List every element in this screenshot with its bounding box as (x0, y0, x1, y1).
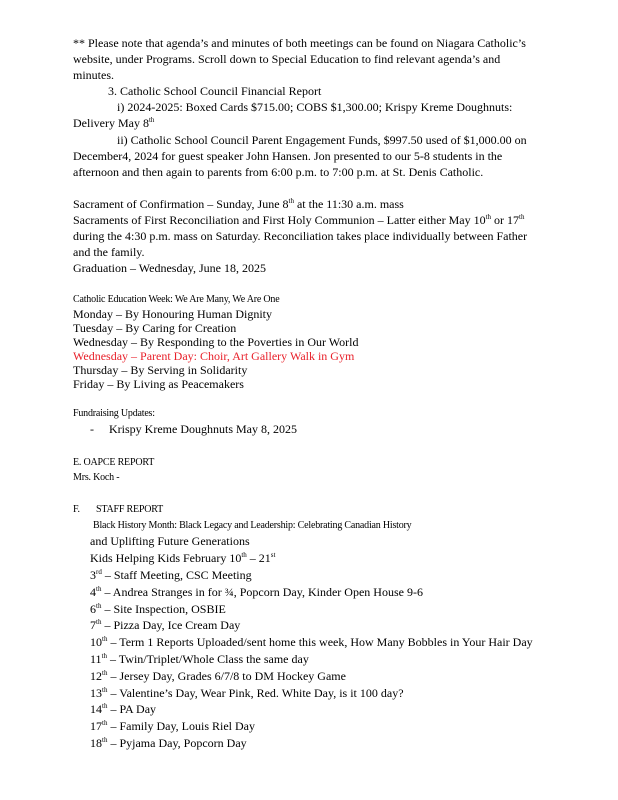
staff-item-suffix: th (101, 652, 108, 660)
staff-item-text: – Twin/Triplet/Whole Class the same day (107, 652, 309, 666)
staff-item-suffix: th (96, 584, 102, 593)
staff-item-text: – Pyjama Day, Popcorn Day (107, 736, 247, 750)
staff-item-day: 7 (90, 618, 96, 633)
staff-item-suffix: rd (96, 568, 102, 576)
staff-item-day: 11 (90, 652, 102, 666)
staff-item-text: – Valentine’s Day, Wear Pink, Red. White Day, is it 100 day? (107, 685, 404, 700)
staff-item-day: 4 (90, 584, 96, 599)
staff-item-day: 10 (90, 635, 102, 650)
staff-item-day: 13 (90, 685, 102, 700)
note-line-3: minutes. (73, 68, 114, 82)
staff-item-suffix: th (102, 685, 108, 694)
staff-item-suffix: th (102, 702, 108, 711)
staff-item (90, 701, 156, 717)
staff-item-suffix: th (96, 601, 102, 610)
staff-item-text: – Staff Meeting, CSC Meeting (101, 568, 252, 582)
education-week-thursday: Thursday – By Serving in Solidarity (73, 363, 248, 377)
staff-item-day: 3 (90, 568, 96, 582)
black-history-line-1: Black History Month: Black Legacy and Leadership: Celebrating Canadian History (93, 520, 412, 531)
kids-helping-kids-line: Kids Helping Kids February 10th – 21st (90, 551, 276, 565)
education-week-wednesday: Wednesday – By Responding to the Poverties in Our World (73, 335, 359, 349)
staff-item (90, 617, 240, 633)
staff-item (90, 718, 255, 734)
staff-item-text: – PA Day (107, 702, 157, 717)
staff-item (90, 735, 247, 751)
fundraising-item: Krispy Kreme Doughnuts May 8, 2025 (109, 422, 297, 436)
education-week-parent-day: Wednesday – Parent Day: Choir, Art Gallery Walk in Gym (73, 349, 355, 363)
staff-item (90, 584, 423, 600)
staff-item (90, 668, 346, 684)
staff-item-day: 17 (90, 719, 102, 734)
staff-item-suffix: th (102, 719, 108, 728)
financial-heading: 3. Catholic School Council Financial Report (108, 84, 322, 98)
education-week-monday: Monday – By Honouring Human Dignity (73, 307, 272, 321)
confirmation-line: Sacrament of Confirmation – Sunday, June 8th at the 11:30 a.m. mass (73, 197, 404, 211)
black-history-line-2: and Uplifting Future Generations (90, 534, 250, 548)
oapce-heading: E. OAPCE REPORT (73, 457, 155, 468)
fundraising-heading: Fundraising Updates: (73, 408, 155, 419)
financial-item-1-line-1: i) 2024-2025: Boxed Cards $715.00; COBS $1,300.00; Krispy Kreme Doughnuts: (117, 100, 513, 114)
education-week-heading: Catholic Education Week: We Are Many, We Are One (73, 294, 280, 305)
education-week-tuesday: Tuesday – By Caring for Creation (73, 321, 237, 335)
staff-item-day: 18 (90, 736, 102, 750)
financial-item-2-line-2: December4, 2024 for guest speaker John Hansen. Jon presented to our 5-8 students in the (73, 149, 503, 163)
staff-item-text: – Jersey Day, Grades 6/7/8 to DM Hockey Game (107, 668, 346, 683)
staff-item-suffix: th (102, 736, 108, 744)
reconciliation-line-3: and the family. (73, 245, 145, 259)
staff-item-day: 6 (90, 601, 96, 616)
financial-item-1-line-2: Delivery May 8th (73, 116, 155, 130)
staff-item-text: – Andrea Stranges in for ¾, Popcorn Day, Kinder Open House 9-6 (101, 584, 423, 599)
reconciliation-line-1: Sacraments of First Reconciliation and First Holy Communion – Latter either May 10th or 17th (73, 213, 525, 227)
staff-item-text: – Pizza Day, Ice Cream Day (101, 618, 241, 633)
staff-item-text: – Term 1 Reports Uploaded/sent home this week, How Many Bobbles in Your Hair Day (107, 635, 533, 650)
graduation-line: Graduation – Wednesday, June 18, 2025 (73, 261, 266, 275)
staff-item-suffix: th (102, 635, 108, 644)
note-line-2: website, under Programs. Scroll down to Special Education to find relevant agenda’s and (73, 52, 501, 66)
education-week-friday: Friday – By Living as Peacemakers (73, 377, 244, 391)
staff-item (90, 685, 404, 701)
note-line-1: ** Please note that agenda’s and minutes of both meetings can be found on Niagara Catholic’s (73, 36, 526, 50)
oapce-name: Mrs. Koch - (73, 472, 120, 483)
staff-item-suffix: th (96, 618, 102, 627)
staff-item-suffix: th (102, 668, 108, 677)
staff-letter: F. (73, 504, 80, 515)
staff-item-day: 14 (90, 702, 102, 717)
staff-item (90, 601, 226, 617)
reconciliation-line-2: during the 4:30 p.m. mass on Saturday. Reconciliation takes place individually between Father (73, 229, 528, 243)
financial-item-2-line-1: ii) Catholic School Council Parent Engagement Funds, $997.50 used of $1,000.00 on (117, 133, 527, 147)
staff-item-text: – Family Day, Louis Riel Day (107, 719, 255, 734)
staff-item (90, 634, 533, 650)
staff-item (90, 567, 252, 583)
fundraising-bullet: - (90, 422, 94, 436)
staff-heading: STAFF REPORT (96, 504, 164, 515)
financial-item-2-line-3: afternoon and then again to parents from 6:00 p.m. to 7:00 p.m. at St. Denis Catholic. (73, 165, 484, 179)
staff-item (90, 651, 309, 667)
staff-item-text: – Site Inspection, OSBIE (101, 601, 226, 616)
staff-item-day: 12 (90, 668, 102, 683)
